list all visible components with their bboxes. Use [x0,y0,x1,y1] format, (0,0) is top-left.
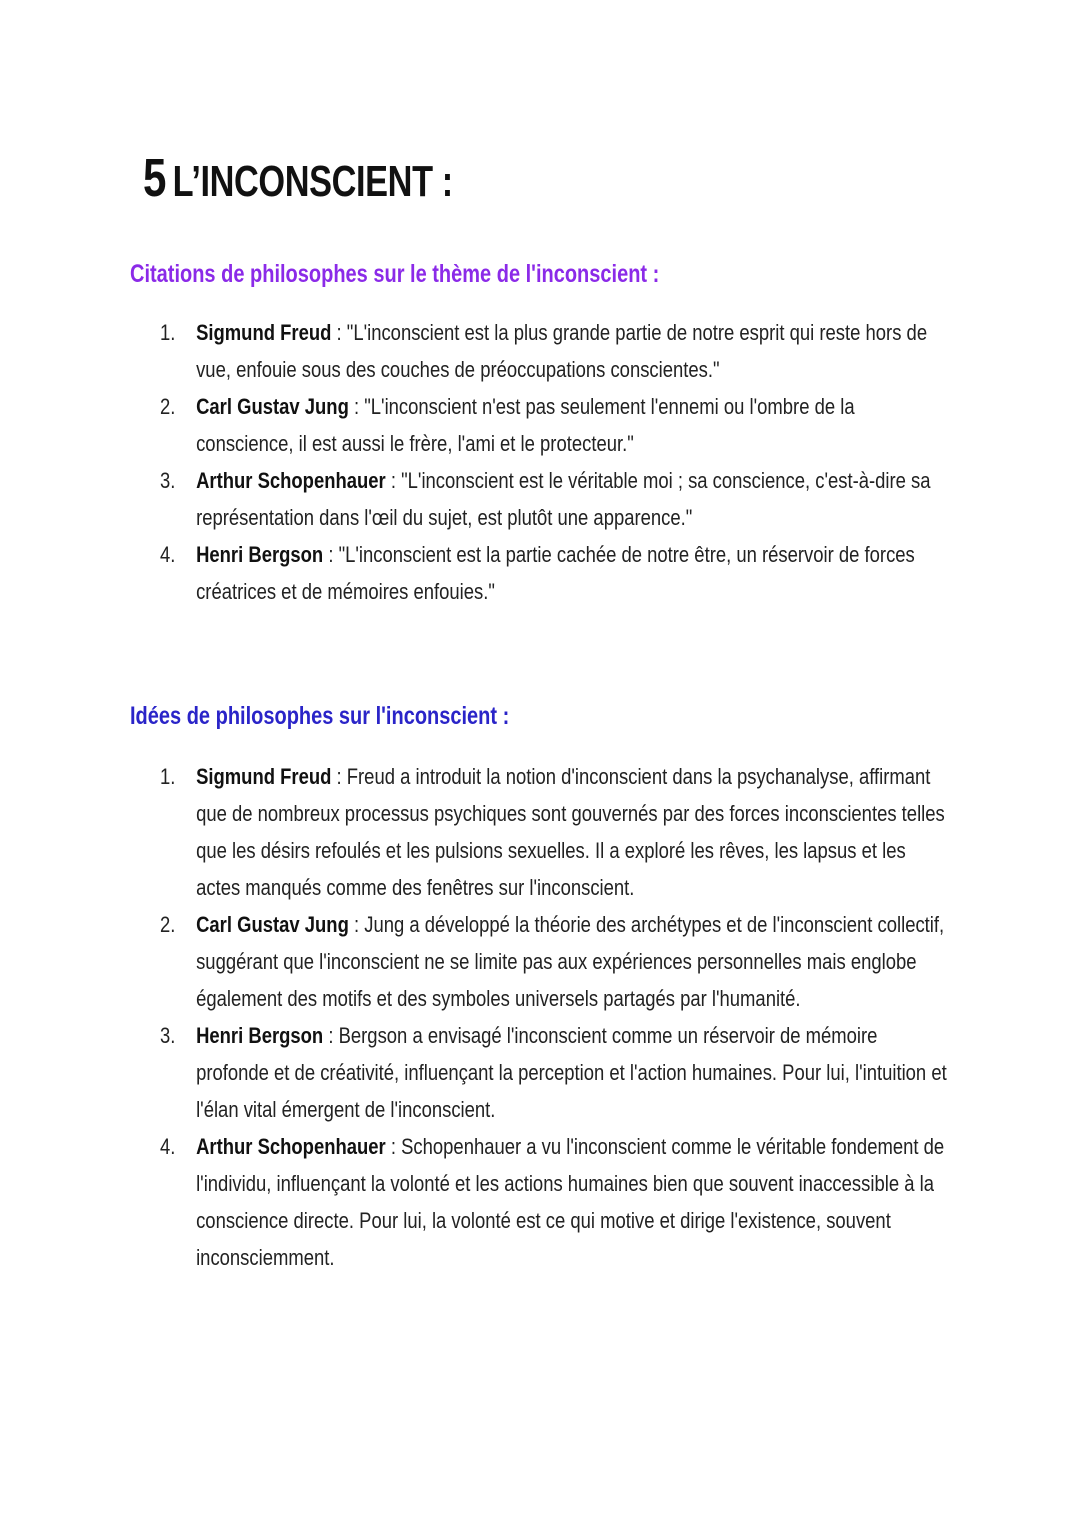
citation-item [160,388,947,462]
citations-list [160,314,947,610]
idea-item [160,1128,947,1276]
separator: : [323,1023,339,1048]
list-index: 3. [160,1023,176,1048]
separator: : [348,912,365,937]
citation-text: "L'inconscient est la plus grande partie de notre esprit qui reste hors de vue, enfouie sous des couches de préoccupations conscientes." [196,320,928,382]
idea-text: Schopenhauer a vu l'inconscient comme le véritable fondement de l'individu, influençant la volonté et les actions humaines bien que souvent inaccessible à la conscience directe. Pour lui, la volonté est ce qui motive et dirige l'existence, souvent inconsciemment. [196,1134,945,1270]
separator: : [348,394,365,419]
separator: : [331,764,347,789]
idea-item [160,758,947,906]
idea-text: Jung a développé la théorie des archétypes et de l'inconscient collectif, suggérant que l'inconscient ne se limite pas aux expériences personnelles mais englobe également des motifs et des symboles universels partagés par l'humanité. [196,912,945,1011]
chapter-title: L’INCONSCIENT : [172,157,453,206]
list-index: 4. [160,1134,176,1159]
idea-text: Freud a introduit la notion d'inconscient dans la psychanalyse, affirmant que de nombreux processus psychiques sont gouvernés par des forces inconscientes telles que les désirs refoulés et les pulsions sexuelles. Il a exploré les rêves, les lapsus et les actes manqués comme des fenêtres sur l'inconscient. [196,764,945,900]
list-index: 1. [160,764,176,789]
citation-text: "L'inconscient n'est pas seulement l'ennemi ou l'ombre de la conscience, il est aussi le frère, l'ami et le protecteur." [196,394,855,456]
idea-text: Bergson a envisagé l'inconscient comme un réservoir de mémoire profonde et de créativité, influençant la perception et l'action humaines. Pour lui, l'intuition et l'élan vital émergent de l'inconscient. [196,1023,947,1122]
list-index: 1. [160,320,176,345]
chapter-number: 5 [143,148,167,208]
philosopher-name: Henri Bergson [196,542,324,567]
citation-item [160,536,947,610]
separator: : [385,1134,402,1159]
citation-item [160,462,947,536]
philosopher-name: Henri Bergson [196,1023,324,1048]
section-heading-citations: Citations de philosophes sur le thème de l'inconscient : [130,260,660,288]
list-index: 2. [160,394,176,419]
separator: : [323,542,339,567]
philosopher-name: Carl Gustav Jung [196,912,349,937]
philosopher-name: Sigmund Freud [196,764,332,789]
separator: : [385,468,402,493]
philosopher-name: Sigmund Freud [196,320,332,345]
philosopher-name: Carl Gustav Jung [196,394,349,419]
citation-text: "L'inconscient est la partie cachée de notre être, un réservoir de forces créatrices et de mémoires enfouies." [196,542,915,604]
idees-list [160,758,947,1276]
section-heading-idees: Idées de philosophes sur l'inconscient : [130,702,510,730]
list-index: 3. [160,468,176,493]
citation-item [160,314,947,388]
philosopher-name: Arthur Schopenhauer [196,468,386,493]
separator: : [331,320,347,345]
citation-text: "L'inconscient est le véritable moi ; sa conscience, c'est-à-dire sa représentation dans l'œil du sujet, est plutôt une apparence." [196,468,931,530]
list-index: 4. [160,542,176,567]
page-title [143,146,453,214]
list-index: 2. [160,912,176,937]
philosopher-name: Arthur Schopenhauer [196,1134,386,1159]
idea-item [160,1017,947,1128]
idea-item [160,906,947,1017]
